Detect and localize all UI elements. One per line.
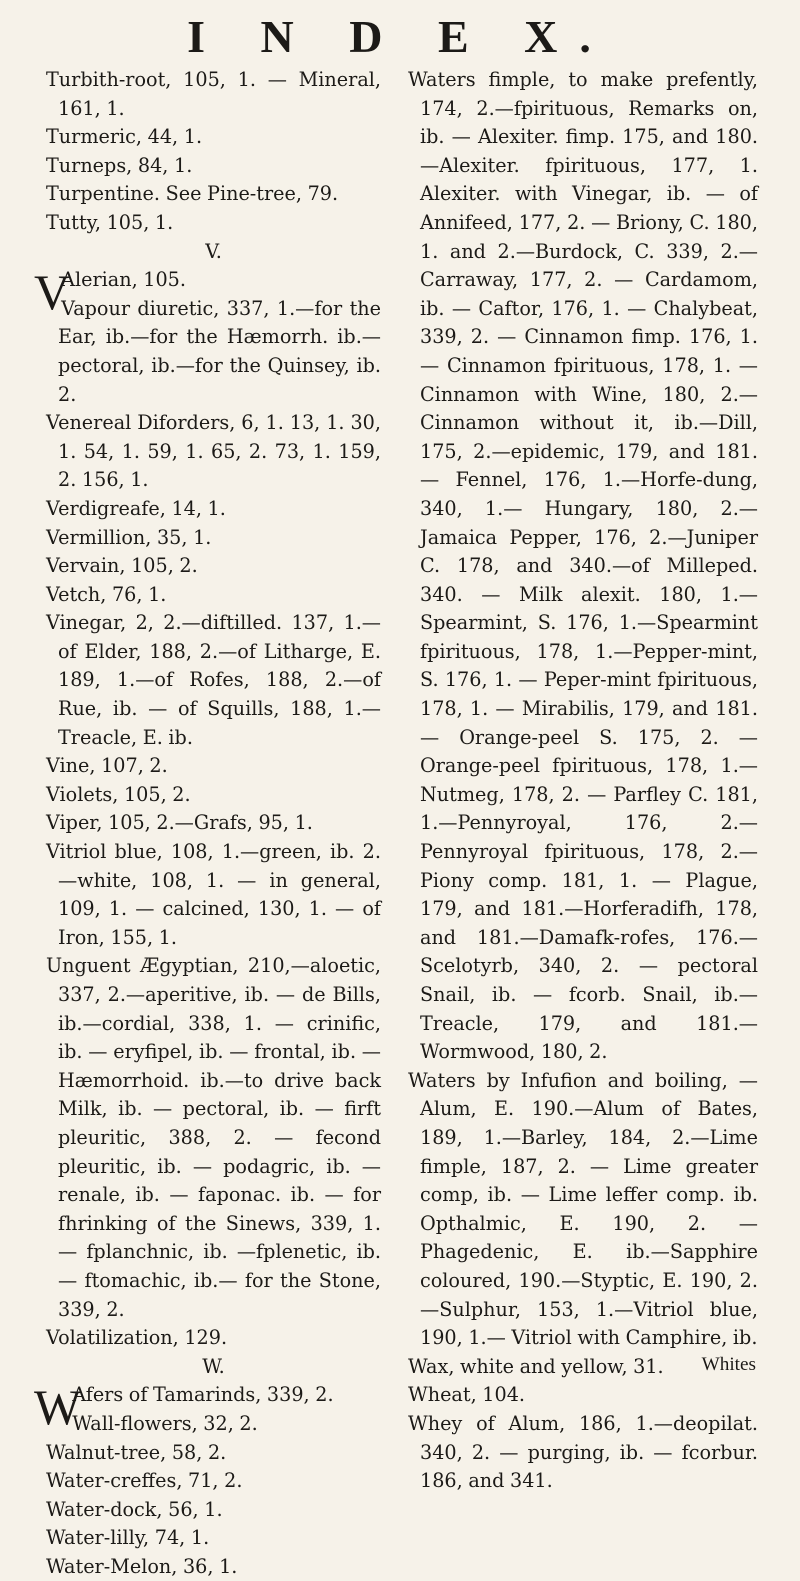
index-entry: Turbith-root, 105, 1. — Mineral, 161, 1. bbox=[46, 68, 381, 120]
entry-text: Alerian, 105. bbox=[61, 268, 186, 292]
index-entry: Turmeric, 44, 1. bbox=[46, 125, 203, 149]
index-entry: Whey of Alum, 186, 1.—deopilat. 340, 2. — purging, ib. — fcorbur. 186, and 341. bbox=[408, 1411, 758, 1493]
index-entry: Vine, 107, 2. bbox=[46, 754, 168, 778]
index-entry: Turneps, 84, 1. bbox=[46, 153, 193, 177]
index-entry: Wall-flowers, 32, 2. bbox=[72, 1411, 258, 1435]
index-entry: Tutty, 105, 1. bbox=[46, 210, 174, 234]
index-entry: Vermillion, 35, 1. bbox=[46, 525, 212, 549]
entry-text: Afers of Tamarinds, 339, 2. bbox=[72, 1383, 334, 1407]
index-entry bbox=[34, 264, 381, 321]
right-column bbox=[408, 66, 758, 1496]
index-entry: Waters by Infufion and boiling, — Alum, E. 190.—Alum of Bates, 189, 1.—Barley, 184, 2.—Lime fimple, 187, 2. — Lime greater comp, ib. — Lime leffer comp. ib. Opthalmic, E. 190, 2. — Phagedenic, E. ib.—Sapphire coloured, 190.—Styptic, E. 190, 2.—Sulphur, 153, 1.—Vitriol blue, 190, 1.— Vitriol with Camphire, ib. bbox=[408, 1068, 758, 1350]
index-entry: Wax, white and yellow, 31. bbox=[408, 1354, 664, 1378]
index-entry: Unguent Ægyptian, 210,—aloetic, 337, 2.—aperitive, ib. — de Bills, ib.—cordial, 338, 1. — crinific, ib. — eryfipel, ib. — frontal, ib. — Hæmorrhoid. ib.—to drive back Milk, ib. — pectoral, ib. — firft pleuritic, 388, 2. — fecond pleuritic, ib. — podagric, ib. — renale, ib. — faponac. ib. — for fhrinking of the Sinews, 339, 1. — fplanchnic, ib. —fplenetic, ib. — ftomachic, ib.— for the Stone, 339, 2. bbox=[46, 954, 381, 1321]
index-entry: Vervain, 105, 2. bbox=[46, 554, 198, 578]
index-entry: Water-creffes, 71, 2. bbox=[46, 1469, 243, 1493]
drop-cap: W bbox=[34, 1379, 82, 1436]
index-entry: Vetch, 76, 1. bbox=[46, 582, 167, 606]
index-entry: Water-Melon, 36, 1. bbox=[46, 1554, 238, 1578]
index-entry: Violets, 105, 2. bbox=[46, 782, 191, 806]
index-entry: Venereal Diforders, 6, 1. 13, 1. 30, 1. 54, 1. 59, 1. 65, 2. 73, 1. 159, 2. 156, 1. bbox=[46, 411, 381, 492]
catchword: Whites bbox=[701, 1354, 756, 1375]
index-entry: Waters fimple, to make prefently, 174, 2.—fpirituous, Remarks on, ib. — Alexiter. fimp. 175, and 180.—Alexiter. fpirituous, 177, 1. Alexiter. with Vinegar, ib. — of Annifeed, 177, 2. — Briony, C. 180, 1. and 2.—Burdock, C. 339, 2.—Carraway, 177, 2. — Cardamom, ib. — Caftor, 176, 1. — Chalybeat, 339, 2. — Cinnamon fimp. 176, 1. — Cinnamon fpirituous, 178, 1. — Cinnamon with Wine, 180, 2.—Cinnamon without it, ib.—Dill, 175, 2.—epidemic, 179, and 181. — Fennel, 176, 1.—Horfe-dung, 340, 1.— Hungary, 180, 2.—Jamaica Pepper, 176, 2.—Juniper C. 178, and 340.—of Milleped. 340. — Milk alexit. 180, 1.—Spearmint, S. 176, 1.—Spearmint fpirituous, 178, 1.—Pepper-mint, S. 176, 1. — Peper-mint fpirituous, 178, 1. — Mirabilis, 179, and 181. — Orange-peel S. 175, 2. — Orange-peel fpirituous, 178, 1.— Nutmeg, 178, 2. — Parfley C. 181, 1.—Pennyroyal, 176, 2.— Pennyroyal fpirituous, 178, 2.— Piony comp. 181, 1. — Plague, 179, and 181.—Horferadifh, 178, and 181.—Damafk-rofes, 176.— Scelotyrb, 340, 2. — pectoral Snail, ib. — fcorb. Snail, ib.— Treacle, 179, and 181.—Wormwood, 180, 2. bbox=[408, 68, 758, 1064]
index-entry: Vitriol blue, 108, 1.—green, ib. 2. —white, 108, 1. — in general, 109, 1. — calcined, 130, 1. — of Iron, 155, 1. bbox=[46, 840, 381, 949]
section-heading-v: V. bbox=[205, 239, 222, 263]
index-entry: Vapour diuretic, 337, 1.—for the Ear, ib.—for the Hæmorrh. ib.—pectoral, ib.—for the Quinsey, ib. 2. bbox=[58, 296, 381, 406]
page-title: I N D E X. bbox=[187, 11, 613, 62]
index-entry: Wheat, 104. bbox=[408, 1383, 526, 1407]
index-entry: Volatilization, 129. bbox=[46, 1326, 228, 1350]
section-heading-w: W. bbox=[202, 1354, 225, 1378]
index-entry: Turpentine. See Pine-tree, 79. bbox=[46, 182, 339, 206]
left-column bbox=[34, 66, 381, 1581]
index-entry: Water-lilly, 74, 1. bbox=[46, 1526, 210, 1550]
index-entry: Vinegar, 2, 2.—diftilled. 137, 1.—of Elder, 188, 2.—of Litharge, E. 189, 1.—of Rofes, 188, 2.—of Rue, ib. — of Squills, 188, 1.— Treacle, E. ib. bbox=[46, 611, 381, 749]
drop-cap: V bbox=[34, 264, 71, 321]
index-entry: Viper, 105, 2.—Grafs, 95, 1. bbox=[46, 811, 313, 835]
index-entry: Water-dock, 56, 1. bbox=[46, 1497, 223, 1521]
index-entry: Verdigreafe, 14, 1. bbox=[46, 496, 226, 520]
index-entry: Walnut-tree, 58, 2. bbox=[46, 1440, 227, 1464]
